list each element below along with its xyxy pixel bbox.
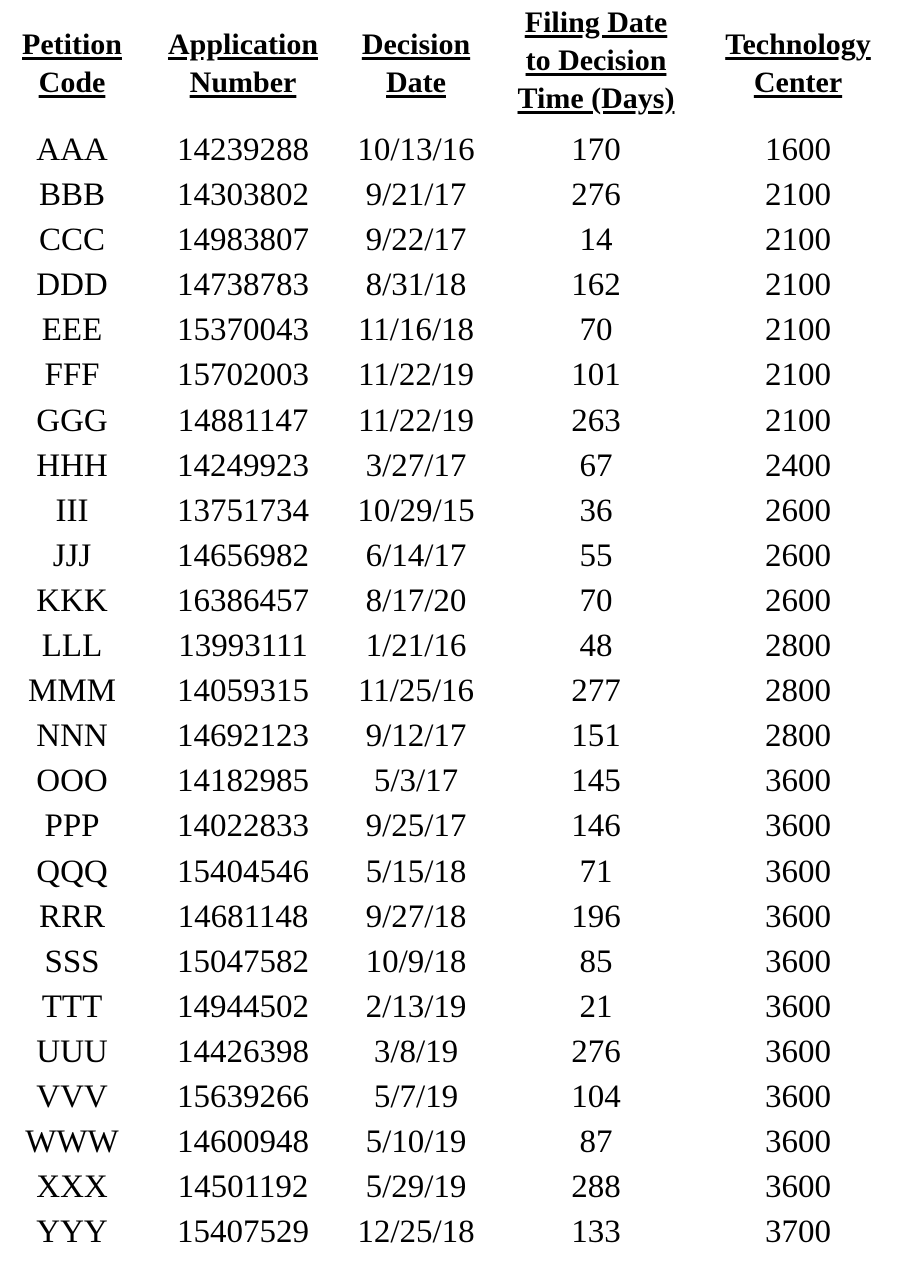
cell-application-number: 14303802 xyxy=(177,177,309,214)
cell-application-number: 15047582 xyxy=(177,943,309,980)
cell-application-number: 14249923 xyxy=(177,447,309,484)
cell-filing-to-decision-days: 133 xyxy=(571,1214,621,1251)
cell-technology-center: 3600 xyxy=(765,808,831,845)
table-row xyxy=(0,669,898,714)
table-row xyxy=(0,759,898,804)
cell-application-number: 14426398 xyxy=(177,1033,309,1070)
cell-petition-code: UUU xyxy=(36,1033,108,1070)
cell-filing-to-decision-days: 276 xyxy=(571,177,621,214)
cell-application-number: 14983807 xyxy=(177,222,309,259)
cell-petition-code: III xyxy=(55,492,89,529)
cell-technology-center: 3600 xyxy=(765,1078,831,1115)
cell-decision-date: 11/25/16 xyxy=(357,673,475,710)
cell-petition-code: PPP xyxy=(44,808,100,845)
header-decision-date-line-2: Date xyxy=(386,66,446,99)
cell-petition-code: TTT xyxy=(41,988,103,1025)
cell-technology-center: 3600 xyxy=(765,943,831,980)
cell-filing-to-decision-days: 196 xyxy=(571,898,621,935)
cell-decision-date: 8/31/18 xyxy=(365,267,467,304)
cell-technology-center: 2800 xyxy=(765,718,831,755)
cell-filing-to-decision-days: 14 xyxy=(579,222,613,259)
cell-filing-to-decision-days: 276 xyxy=(571,1033,621,1070)
cell-filing-to-decision-days: 71 xyxy=(579,853,613,890)
cell-technology-center: 2800 xyxy=(765,628,831,665)
table-row xyxy=(0,1030,898,1075)
cell-petition-code: VVV xyxy=(36,1078,108,1115)
cell-decision-date: 11/22/19 xyxy=(357,402,475,439)
cell-technology-center: 2100 xyxy=(765,357,831,394)
table-row xyxy=(0,1075,898,1120)
cell-application-number: 14656982 xyxy=(177,537,309,574)
cell-technology-center: 2800 xyxy=(765,673,831,710)
table-row xyxy=(0,895,898,940)
cell-decision-date: 9/27/18 xyxy=(365,898,467,935)
table-row xyxy=(0,579,898,624)
cell-filing-to-decision-days: 85 xyxy=(579,943,613,980)
cell-technology-center: 3600 xyxy=(765,1033,831,1070)
cell-petition-code: NNN xyxy=(36,718,108,755)
cell-technology-center: 2100 xyxy=(765,312,831,349)
table-row xyxy=(0,714,898,759)
table-row xyxy=(0,985,898,1030)
table-row xyxy=(0,850,898,895)
cell-filing-to-decision-days: 21 xyxy=(579,988,613,1025)
cell-petition-code: EEE xyxy=(41,312,103,349)
cell-decision-date: 10/29/15 xyxy=(357,492,475,529)
cell-decision-date: 9/21/17 xyxy=(365,177,467,214)
header-technology-center-line-1: Technology xyxy=(725,28,871,61)
cell-technology-center: 3600 xyxy=(765,1124,831,1161)
cell-filing-to-decision-days: 101 xyxy=(571,357,621,394)
cell-technology-center: 3600 xyxy=(765,988,831,1025)
cell-technology-center: 2100 xyxy=(765,402,831,439)
header-filing-to-decision-time-line-2: to Decision xyxy=(525,44,667,77)
cell-application-number: 13751734 xyxy=(177,492,309,529)
cell-decision-date: 1/21/16 xyxy=(365,628,467,665)
table-row xyxy=(0,399,898,444)
cell-decision-date: 3/8/19 xyxy=(373,1033,459,1070)
header-filing-to-decision-time-line-3: Time (Days) xyxy=(517,82,675,115)
cell-technology-center: 2600 xyxy=(765,537,831,574)
cell-application-number: 14600948 xyxy=(177,1124,309,1161)
header-application-number-line-2: Number xyxy=(189,66,297,99)
cell-technology-center: 1600 xyxy=(765,132,831,168)
table-row xyxy=(0,1120,898,1165)
cell-filing-to-decision-days: 288 xyxy=(571,1169,621,1206)
cell-petition-code: FFF xyxy=(44,357,100,394)
cell-petition-code: YYY xyxy=(36,1214,108,1251)
cell-decision-date: 5/15/18 xyxy=(365,853,467,890)
header-application-number-line-1: Application xyxy=(167,28,319,61)
cell-application-number: 15639266 xyxy=(177,1078,309,1115)
cell-technology-center: 2100 xyxy=(765,177,831,214)
cell-decision-date: 2/13/19 xyxy=(365,988,467,1025)
cell-technology-center: 3600 xyxy=(765,898,831,935)
cell-application-number: 14022833 xyxy=(177,808,309,845)
cell-filing-to-decision-days: 48 xyxy=(579,628,613,665)
cell-filing-to-decision-days: 145 xyxy=(571,763,621,800)
cell-application-number: 15407529 xyxy=(177,1214,309,1251)
cell-application-number: 15370043 xyxy=(177,312,309,349)
cell-petition-code: BBB xyxy=(38,177,106,214)
cell-decision-date: 5/7/19 xyxy=(373,1078,459,1115)
cell-decision-date: 11/22/19 xyxy=(357,357,475,394)
cell-petition-code: KKK xyxy=(36,582,108,619)
cell-decision-date: 11/16/18 xyxy=(357,312,475,349)
cell-application-number: 14059315 xyxy=(177,673,309,710)
cell-filing-to-decision-days: 104 xyxy=(571,1078,621,1115)
cell-technology-center: 3600 xyxy=(765,853,831,890)
cell-petition-code: HHH xyxy=(36,447,108,484)
table-row xyxy=(0,353,898,398)
cell-decision-date: 9/25/17 xyxy=(365,808,467,845)
cell-petition-code: OOO xyxy=(36,763,108,800)
cell-application-number: 14681148 xyxy=(177,898,309,935)
header-petition-code-line-1: Petition xyxy=(22,28,122,61)
cell-decision-date: 9/22/17 xyxy=(365,222,467,259)
cell-filing-to-decision-days: 70 xyxy=(579,582,613,619)
cell-technology-center: 3600 xyxy=(765,1169,831,1206)
table-row xyxy=(0,804,898,849)
header-decision-date xyxy=(340,26,492,102)
cell-application-number: 13993111 xyxy=(178,628,308,665)
table-row xyxy=(0,940,898,985)
cell-application-number: 14881147 xyxy=(177,402,309,439)
header-filing-to-decision-time xyxy=(510,4,682,118)
cell-technology-center: 3700 xyxy=(765,1214,831,1251)
cell-petition-code: LLL xyxy=(41,628,103,665)
cell-filing-to-decision-days: 87 xyxy=(579,1124,613,1161)
header-application-number xyxy=(150,26,336,102)
cell-decision-date: 6/14/17 xyxy=(365,537,467,574)
cell-filing-to-decision-days: 162 xyxy=(571,267,621,304)
cell-application-number: 14501192 xyxy=(177,1169,309,1206)
cell-petition-code: JJJ xyxy=(52,537,92,574)
cell-decision-date: 5/3/17 xyxy=(373,763,459,800)
table-row xyxy=(0,263,898,308)
cell-petition-code: WWW xyxy=(25,1124,119,1161)
cell-filing-to-decision-days: 70 xyxy=(579,312,613,349)
cell-decision-date: 9/12/17 xyxy=(365,718,467,755)
table-row xyxy=(0,489,898,534)
cell-application-number: 15404546 xyxy=(177,853,309,890)
cell-petition-code: MMM xyxy=(27,673,117,710)
cell-petition-code: QQQ xyxy=(36,853,108,890)
cell-filing-to-decision-days: 170 xyxy=(571,132,621,168)
cell-decision-date: 5/29/19 xyxy=(365,1169,467,1206)
table-row xyxy=(0,1210,898,1255)
cell-application-number: 16386457 xyxy=(177,582,309,619)
cell-filing-to-decision-days: 36 xyxy=(579,492,613,529)
cell-petition-code: AAA xyxy=(36,132,108,168)
cell-filing-to-decision-days: 146 xyxy=(571,808,621,845)
table-row xyxy=(0,624,898,669)
cell-decision-date: 10/13/16 xyxy=(357,132,475,168)
cell-petition-code: RRR xyxy=(38,898,106,935)
cell-technology-center: 3600 xyxy=(765,763,831,800)
table-row xyxy=(0,534,898,579)
cell-application-number: 14239288 xyxy=(177,132,309,168)
table-row xyxy=(0,128,898,173)
header-decision-date-line-1: Decision xyxy=(361,28,471,61)
cell-petition-code: XXX xyxy=(36,1169,108,1206)
cell-decision-date: 8/17/20 xyxy=(365,582,467,619)
cell-technology-center: 2600 xyxy=(765,492,831,529)
table-row xyxy=(0,444,898,489)
table-row xyxy=(0,308,898,353)
cell-filing-to-decision-days: 55 xyxy=(579,537,613,574)
table-row xyxy=(0,173,898,218)
cell-decision-date: 10/9/18 xyxy=(365,943,467,980)
cell-technology-center: 2100 xyxy=(765,267,831,304)
header-petition-code-line-2: Code xyxy=(38,66,106,99)
table-row xyxy=(0,218,898,263)
cell-application-number: 14692123 xyxy=(177,718,309,755)
cell-application-number: 15702003 xyxy=(177,357,309,394)
cell-petition-code: GGG xyxy=(36,402,108,439)
cell-filing-to-decision-days: 67 xyxy=(579,447,613,484)
cell-application-number: 14182985 xyxy=(177,763,309,800)
cell-technology-center: 2100 xyxy=(765,222,831,259)
header-filing-to-decision-time-line-1: Filing Date xyxy=(524,6,668,39)
cell-decision-date: 3/27/17 xyxy=(365,447,467,484)
table-row xyxy=(0,1165,898,1210)
cell-decision-date: 5/10/19 xyxy=(365,1124,467,1161)
cell-technology-center: 2600 xyxy=(765,582,831,619)
cell-decision-date: 12/25/18 xyxy=(357,1214,475,1251)
header-petition-code xyxy=(10,26,134,102)
cell-filing-to-decision-days: 151 xyxy=(571,718,621,755)
cell-filing-to-decision-days: 263 xyxy=(571,402,621,439)
cell-application-number: 14738783 xyxy=(177,267,309,304)
header-technology-center-line-2: Center xyxy=(753,66,843,99)
cell-petition-code: CCC xyxy=(38,222,106,259)
cell-technology-center: 2400 xyxy=(765,447,831,484)
cell-filing-to-decision-days: 277 xyxy=(571,673,621,710)
cell-petition-code: SSS xyxy=(44,943,100,980)
cell-petition-code: DDD xyxy=(36,267,108,304)
table-body xyxy=(0,128,898,1255)
header-technology-center xyxy=(712,26,884,102)
cell-application-number: 14944502 xyxy=(177,988,309,1025)
